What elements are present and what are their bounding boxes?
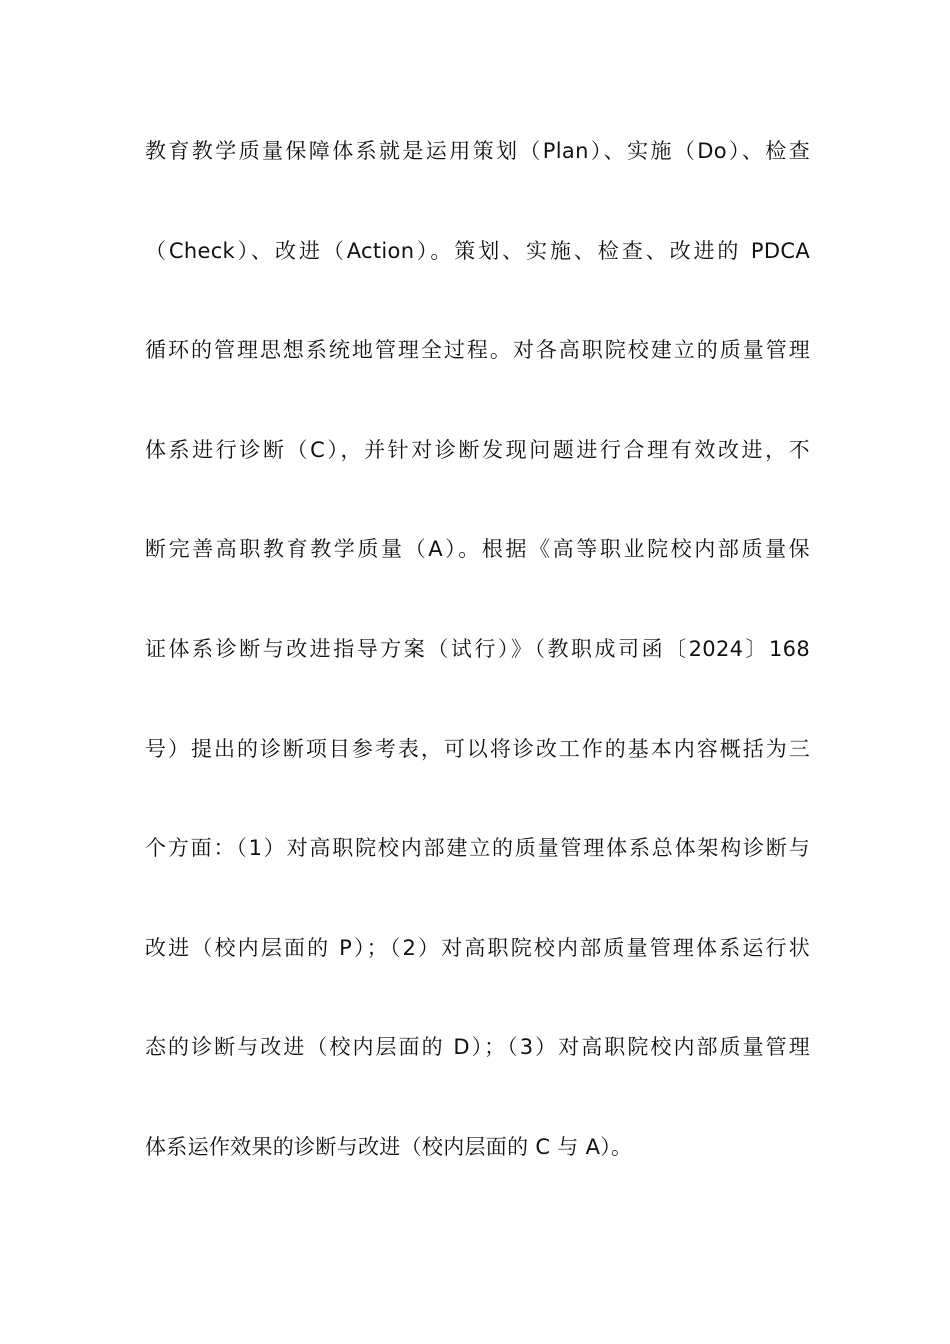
text-line-5: 断完善高职教育教学质量（A）。根据《高等职业院校内部质量保 — [145, 537, 810, 562]
text-line-3: 循环的管理思想系统地管理全过程。对各高职院校建立的质量管理 — [145, 338, 810, 363]
text-line-7: 号）提出的诊断项目参考表，可以将诊改工作的基本内容概括为三 — [145, 736, 810, 761]
text-line-8: 个方面：（1）对高职院校内部建立的质量管理体系总体架构诊断与 — [145, 836, 810, 861]
body-paragraph — [145, 128, 810, 1224]
text-line-11: 体系运作效果的诊断与改进（校内层面的 C 与 A）。 — [145, 1134, 633, 1159]
text-line-6: 证体系诊断与改进指导方案（试行）》（教职成司函〔2024〕168 — [145, 636, 810, 661]
text-line-1: 教育教学质量保障体系就是运用策划（Plan）、实施（Do）、检查 — [145, 139, 810, 163]
text-line-2: （Check）、改进（Action）。策划、实施、检查、改进的 PDCA — [145, 238, 810, 263]
text-line-4: 体系进行诊断（C），并针对诊断发现问题进行合理有效改进，不 — [145, 437, 810, 462]
text-line-10: 态的诊断与改进（校内层面的 D）；（3）对高职院校内部质量管理 — [145, 1035, 810, 1060]
text-line-9: 改进（校内层面的 P）；（2）对高职院校内部质量管理体系运行状 — [145, 935, 810, 960]
